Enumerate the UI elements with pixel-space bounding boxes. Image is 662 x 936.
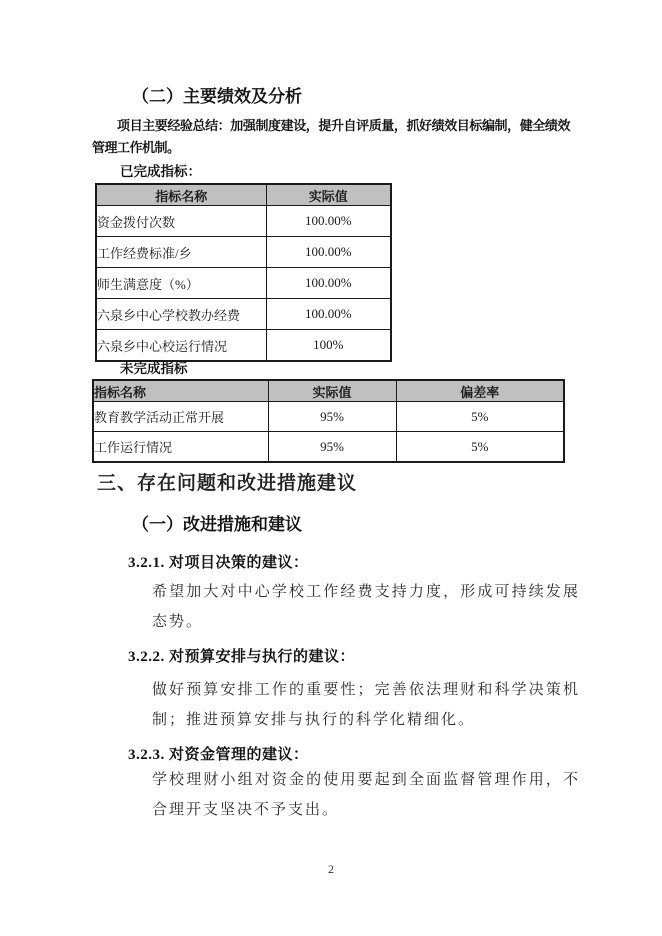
table-row (93, 402, 564, 432)
improvement-sub-heading: （一）改进措施和建议 (132, 515, 302, 534)
table-cell: 95% (268, 402, 396, 432)
table-cell: 100.00% (266, 237, 391, 268)
table-header-cell: 指标名称 (93, 380, 268, 402)
table-row (96, 237, 391, 268)
suggestion-title-funds: 3.2.3. 对资金管理的建议： (128, 747, 309, 763)
performance-summary-paragraph: 项目主要经验总结：加强制度建设，提升自评质量，抓好绩效目标编制，健全绩效管理工作机制。 (92, 118, 570, 155)
table-cell: 六泉乡中心学校教办经费 (96, 299, 266, 330)
table-cell: 100.00% (266, 299, 391, 330)
table-cell: 5% (396, 432, 564, 463)
table-row (93, 432, 564, 463)
section-issues-heading: 三、存在问题和改进措施建议 (97, 473, 358, 494)
table-cell: 100.00% (266, 206, 391, 237)
table-header-cell: 偏差率 (396, 380, 564, 402)
uncompleted-indicators-label: 未完成指标 (120, 361, 188, 376)
table-cell: 教育教学活动正常开展 (93, 402, 268, 432)
suggestion-body-budget: 做好预算安排工作的重要性；完善依法理财和科学决策机制；推进预算安排与执行的科学化精细化。 (152, 682, 580, 728)
table-row (96, 268, 391, 299)
table-cell: 100.00% (266, 268, 391, 299)
suggestion-body-funds: 学校理财小组对资金的使用要起到全面监督管理作用，不合理开支坚决不予支出。 (152, 772, 580, 818)
table-cell: 六泉乡中心校运行情况 (96, 330, 266, 362)
table-header-row (93, 380, 564, 402)
table-header-cell: 实际值 (266, 184, 391, 206)
suggestion-title-decision: 3.2.1. 对项目决策的建议： (128, 555, 309, 571)
table-cell: 100% (266, 330, 391, 362)
table-header-cell: 指标名称 (96, 184, 266, 206)
table-cell: 师生满意度（%） (96, 268, 266, 299)
table-cell: 95% (268, 432, 396, 463)
table-row (96, 299, 391, 330)
page-number: 2 (328, 862, 334, 876)
table-cell: 工作运行情况 (93, 432, 268, 463)
suggestion-title-budget: 3.2.2. 对预算安排与执行的建议： (128, 649, 356, 665)
table-header-cell: 实际值 (268, 380, 396, 402)
completed-indicators-label: 已完成指标： (120, 164, 201, 179)
uncompleted-indicators-table (92, 379, 565, 463)
suggestion-body-decision: 希望加大对中心学校工作经费支持力度，形成可持续发展态势。 (152, 584, 580, 630)
table-row (96, 206, 391, 237)
table-cell: 资金拨付次数 (96, 206, 266, 237)
table-cell: 工作经费标准/乡 (96, 237, 266, 268)
table-header-row (96, 184, 391, 206)
table-cell: 5% (396, 402, 564, 432)
table-row (96, 330, 391, 362)
section-performance-heading: （二）主要绩效及分析 (132, 87, 302, 106)
completed-indicators-table (95, 183, 392, 362)
